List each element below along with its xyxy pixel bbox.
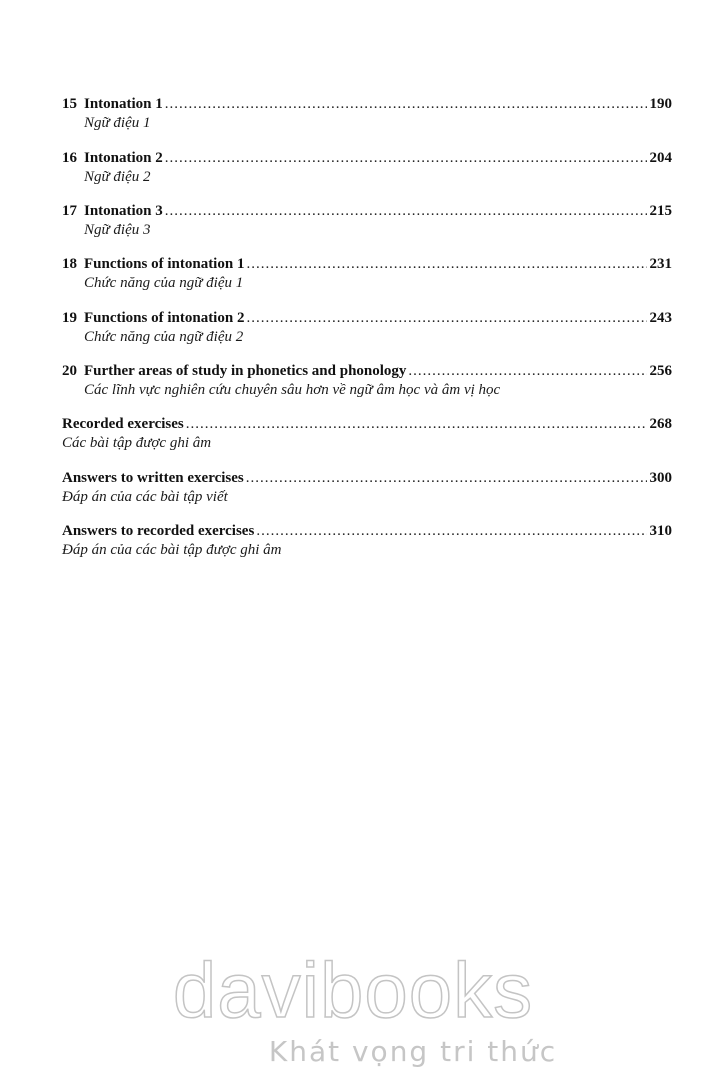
toc-entry-answers-recorded[interactable] [62, 522, 672, 560]
page-number: 215 [649, 203, 672, 219]
dot-leader [165, 149, 647, 167]
toc-entry-title-line [62, 522, 672, 540]
toc-entry-title-line [62, 469, 672, 487]
chapter-title: Intonation 2 [84, 150, 163, 166]
chapter-title: Intonation 3 [84, 203, 163, 219]
chapter-number: 19 [62, 310, 77, 326]
toc-entry-title-line [62, 149, 672, 167]
chapter-subtitle: Ngữ điệu 1 [84, 115, 151, 131]
page-number: 190 [649, 96, 672, 112]
dot-leader [246, 469, 647, 487]
page-number: 300 [649, 470, 672, 486]
section-subtitle: Các bài tập được ghi âm [62, 435, 212, 451]
toc-entry-17[interactable] [62, 202, 672, 240]
toc-entry-19[interactable] [62, 309, 672, 347]
chapter-number: 18 [62, 256, 77, 272]
dot-leader [246, 255, 646, 273]
section-subtitle: Đáp án của các bài tập viết [62, 489, 228, 505]
page-number: 243 [649, 310, 672, 326]
chapter-title: Intonation 1 [84, 96, 163, 112]
page-number: 231 [649, 256, 672, 272]
section-title: Answers to recorded exercises [62, 523, 255, 539]
toc-entry-15[interactable] [62, 95, 672, 133]
dot-leader [408, 362, 646, 380]
section-title: Answers to written exercises [62, 470, 244, 486]
toc-entry-title-line [62, 415, 672, 433]
dot-leader [246, 309, 646, 327]
chapter-subtitle: Các lĩnh vực nghiên cứu chuyên sâu hơn về ngữ âm học và âm vị học [84, 382, 501, 398]
toc-entry-16[interactable] [62, 149, 672, 187]
toc-entry-20[interactable] [62, 362, 672, 400]
chapter-number: 16 [62, 150, 77, 166]
chapter-title: Further areas of study in phonetics and phonology [84, 363, 407, 379]
toc-entry-title-line [62, 95, 672, 113]
dot-leader [165, 95, 647, 113]
chapter-number: 15 [62, 96, 77, 112]
section-subtitle: Đáp án của các bài tập được ghi âm [62, 542, 282, 558]
dot-leader [186, 415, 647, 433]
dot-leader [165, 202, 647, 220]
chapter-number: 20 [62, 363, 77, 379]
section-title: Recorded exercises [62, 416, 184, 432]
page-number: 256 [649, 363, 672, 379]
toc-entry-title-line [62, 255, 672, 273]
watermark-logo: davibooks [172, 946, 534, 1034]
toc-entry-18[interactable] [62, 255, 672, 293]
dot-leader [256, 522, 646, 540]
page-number: 268 [649, 416, 672, 432]
toc-entry-title-line [62, 202, 672, 220]
toc-entry-title-line [62, 309, 672, 327]
toc-entry-answers-written[interactable] [62, 469, 672, 507]
page-number: 310 [649, 523, 672, 539]
chapter-subtitle: Chức năng của ngữ điệu 1 [84, 275, 244, 291]
chapter-number: 17 [62, 203, 77, 219]
watermark-tagline: Khát vọng tri thức [268, 1035, 558, 1068]
page-number: 204 [649, 150, 672, 166]
chapter-subtitle: Chức năng của ngữ điệu 2 [84, 329, 244, 345]
toc-entry-title-line [62, 362, 672, 380]
chapter-title: Functions of intonation 1 [84, 256, 245, 272]
toc-entry-recorded-exercises[interactable] [62, 415, 672, 453]
chapter-subtitle: Ngữ điệu 3 [84, 222, 151, 238]
chapter-subtitle: Ngữ điệu 2 [84, 169, 151, 185]
chapter-title: Functions of intonation 2 [84, 310, 245, 326]
